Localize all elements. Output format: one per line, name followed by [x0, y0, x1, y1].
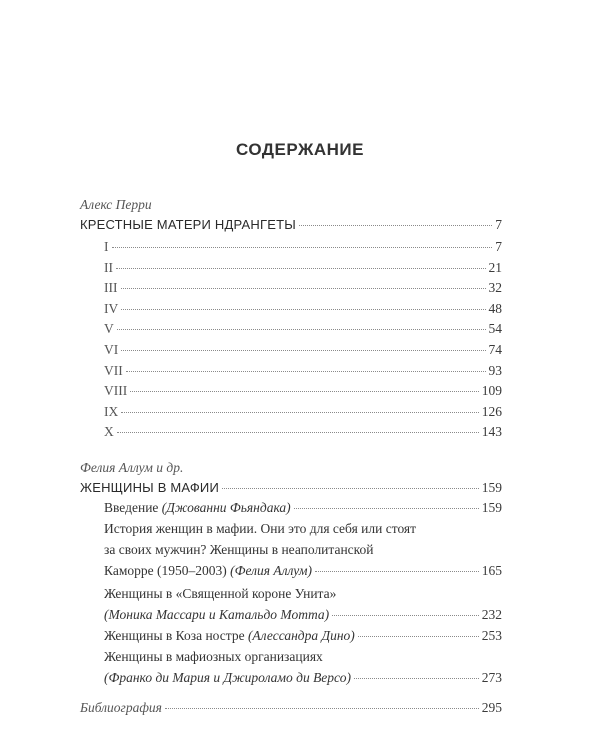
essay2-line1: Женщины в «Священной короне Унита»	[104, 586, 337, 601]
bibliography-label: Библиография	[80, 700, 162, 715]
part2-title: ЖЕНЩИНЫ В МАФИИ	[80, 480, 220, 495]
dot-leader	[222, 488, 479, 489]
dot-leader	[116, 268, 486, 269]
dot-leader	[121, 412, 479, 413]
toc-entry-chapter[interactable]	[104, 404, 502, 420]
page-number: 273	[481, 670, 502, 685]
page-number: 93	[488, 362, 502, 378]
page-number: 126	[481, 403, 502, 419]
dot-leader	[354, 678, 479, 679]
page-number: 253	[481, 628, 502, 643]
entry-author: (Джованни Фьяндака)	[161, 500, 291, 515]
chapter-numeral: IX	[104, 403, 119, 419]
dot-leader	[130, 391, 479, 392]
toc-entry-chapter[interactable]	[104, 342, 502, 358]
chapter-numeral: V	[104, 321, 114, 337]
entry-author: (Фелия Аллум)	[230, 563, 313, 578]
dot-leader	[332, 615, 479, 616]
dot-leader	[121, 288, 486, 289]
chapter-numeral: VII	[104, 362, 123, 378]
dot-leader	[299, 225, 492, 226]
part1-author: Алекс Перри	[80, 197, 152, 212]
dot-leader	[358, 636, 479, 637]
toc-entry-essay3[interactable]	[104, 628, 502, 644]
page-number: 232	[481, 607, 502, 622]
toc-entry-intro[interactable]	[104, 500, 502, 516]
dot-leader	[315, 571, 479, 572]
toc-entry-chapter[interactable]	[104, 301, 502, 317]
essay1-line2: за своих мужчин? Женщины в неаполитанской	[104, 542, 374, 557]
toc-entry-chapter[interactable]	[104, 239, 502, 255]
toc-entry-essay2[interactable]	[104, 607, 502, 623]
toc-entry-chapter[interactable]	[104, 280, 502, 296]
page-number: 21	[488, 259, 502, 275]
entry-author: (Моника Массари и Катальдо Мотта)	[104, 607, 330, 622]
toc-entry-essay1[interactable]	[104, 563, 502, 579]
toc-entry-chapter[interactable]	[104, 424, 502, 440]
dot-leader	[117, 329, 486, 330]
toc-entry-part1[interactable]	[80, 217, 502, 233]
entry-author: (Франко ди Мария и Джироламо ди Версо)	[104, 670, 351, 685]
dot-leader	[294, 508, 479, 509]
chapter-numeral: VI	[104, 342, 119, 357]
page-number: 295	[481, 700, 502, 715]
dot-leader	[112, 247, 493, 248]
entry-text: Женщины в Коза ностре	[104, 628, 248, 643]
essay4-line1: Женщины в мафиозных организациях	[104, 649, 323, 664]
chapter-numeral: VIII	[104, 383, 128, 399]
part2-author: Фелия Аллум и др.	[80, 460, 184, 475]
toc-entry-bibliography[interactable]	[80, 700, 502, 716]
page-number: 165	[481, 563, 502, 578]
page-number: 54	[488, 321, 502, 337]
toc-entry-chapter[interactable]	[104, 363, 502, 379]
page-number: 159	[481, 500, 502, 515]
dot-leader	[117, 432, 479, 433]
page-number: 159	[481, 480, 502, 495]
entry-author: (Алессандра Дино)	[247, 628, 355, 643]
page-number: 109	[481, 383, 502, 399]
dot-leader	[126, 371, 486, 372]
essay1-line1: История женщин в мафии. Они это для себя или стоят	[104, 521, 417, 536]
page-number: 32	[488, 280, 502, 296]
chapter-numeral: X	[104, 424, 114, 440]
toc-entry-part2[interactable]	[80, 480, 502, 496]
dot-leader	[121, 309, 485, 310]
toc-entry-essay4[interactable]	[104, 670, 502, 686]
chapter-numeral: II	[104, 259, 113, 275]
toc-entry-chapter[interactable]	[104, 321, 502, 337]
page-number: 74	[488, 342, 502, 357]
toc-entry-chapter[interactable]	[104, 260, 502, 276]
page-title: СОДЕРЖАНИЕ	[236, 140, 364, 159]
chapter-numeral: IV	[104, 300, 119, 316]
chapter-numeral: I	[104, 239, 109, 254]
chapter-numeral: III	[104, 280, 118, 296]
page-number: 48	[488, 300, 502, 316]
dot-leader	[165, 708, 479, 709]
dot-leader	[121, 350, 485, 351]
page-number: 143	[481, 424, 502, 440]
toc-entry-chapter[interactable]	[104, 383, 502, 399]
entry-text: Введение	[104, 500, 162, 515]
entry-text: Каморре (1950–2003)	[104, 563, 231, 578]
part1-title: КРЕСТНЫЕ МАТЕРИ НДРАНГЕТЫ	[80, 217, 296, 232]
page-number: 7	[495, 217, 502, 232]
page-number: 7	[495, 239, 502, 254]
